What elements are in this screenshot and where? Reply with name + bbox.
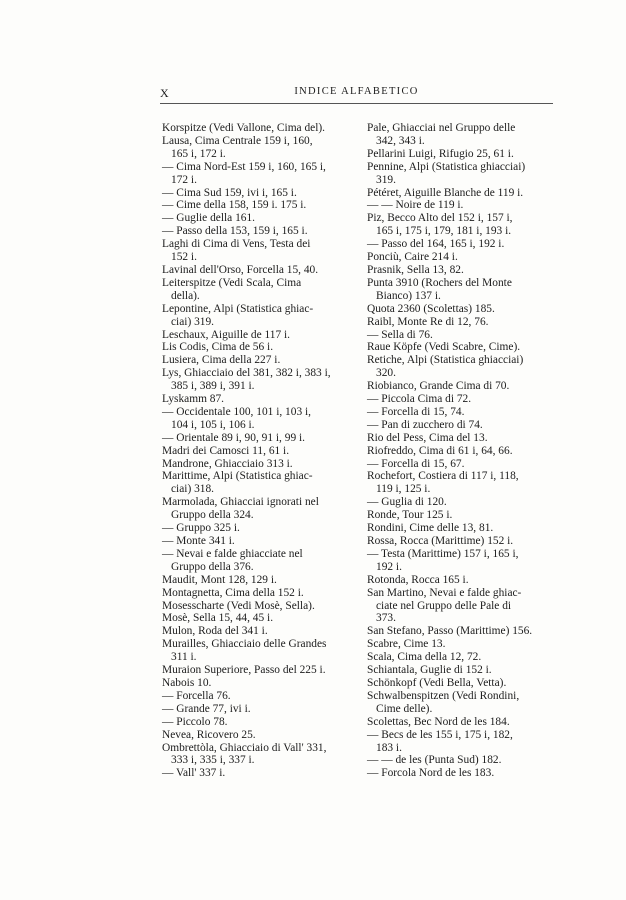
index-entry: Bianco) 137 i. — [376, 289, 441, 302]
page-number: X — [160, 86, 170, 100]
index-entry: 342, 343 i. — [376, 134, 425, 147]
index-entry: — Monte 341 i. — [162, 535, 235, 547]
index-entry: Lavinal dell'Orso, Forcella 15, 40. — [162, 263, 319, 276]
index-entry: Schönkopf (Vedi Bella, Vetta). — [367, 676, 507, 689]
page-header — [160, 86, 553, 102]
index-entry: Gruppo della 324. — [171, 509, 254, 522]
index-entry: Punta 3910 (Rochers del Monte — [367, 276, 512, 289]
index-entry: Leschaux, Aiguille de 117 i. — [162, 328, 291, 341]
index-entry: Riofreddo, Cima di 61 i, 64, 66. — [367, 444, 513, 457]
index-entry: Rochefort, Costiera di 117 i, 118, — [367, 470, 519, 483]
index-entry: — Gruppo 325 i. — [162, 522, 240, 535]
index-entry: San Martino, Nevai e falde ghiac- — [367, 586, 522, 599]
index-entry: — Cima Sud 159, ivi i, 165 i. — [162, 186, 297, 199]
index-entry: — — Noire de 119 i. — [367, 199, 464, 212]
index-entry: — Passo del 164, 165 i, 192 i. — [367, 238, 505, 251]
index-entry: — Cime della 158, 159 i. 175 i. — [162, 199, 307, 212]
index-entry: Lausa, Cima Centrale 159 i, 160, — [162, 134, 313, 147]
index-entry: Raibl, Monte Re di 12, 76. — [367, 315, 489, 328]
index-entry: 165 i, 172 i. — [171, 147, 226, 160]
index-entry: — Forcella di 15, 74. — [367, 405, 465, 418]
index-entry: 192 i. — [376, 560, 402, 573]
index-entry: 333 i, 335 i, 337 i. — [171, 754, 255, 767]
index-entry: Murailles, Ghiacciaio delle Grandes — [162, 638, 327, 651]
index-entry: Muraion Superiore, Passo del 225 i. — [162, 664, 326, 677]
index-entry: Marmolada, Ghiacciai ignorati nel — [162, 496, 319, 509]
index-entry: Raue Köpfe (Vedi Scabre, Cime). — [367, 341, 521, 354]
index-entry: — Passo della 153, 159 i, 165 i. — [162, 225, 308, 238]
index-entry: Piz, Becco Alto del 152 i, 157 i, — [367, 212, 513, 225]
index-entry: Retiche, Alpi (Statistica ghiacciai) — [367, 354, 524, 367]
index-entry: Lyskamm 87. — [162, 393, 225, 406]
index-entry: Mulon, Roda del 341 i. — [162, 625, 268, 638]
index-entry: Mandrone, Ghiacciaio 313 i. — [162, 457, 293, 470]
index-entry: Marittime, Alpi (Statistica ghiac- — [162, 470, 313, 483]
index-entry: 319. — [376, 173, 396, 186]
index-entry: Rotonda, Rocca 165 i. — [367, 573, 469, 586]
index-entry: Rondini, Cime delle 13, 81. — [367, 522, 494, 535]
index-entry: Riobianco, Grande Cima di 70. — [367, 380, 510, 393]
index-entry: 311 i. — [171, 651, 197, 664]
index-entry: ciate nel Gruppo delle Pale di — [376, 599, 512, 612]
index-column-left — [162, 122, 352, 780]
index-entry: Laghi di Cima di Vens, Testa dei — [162, 238, 311, 251]
index-entry: — Forcella 76. — [162, 689, 231, 702]
index-entry: Mosè, Sella 15, 44, 45 i. — [162, 612, 274, 625]
index-entry: Leiterspitze (Vedi Scala, Cima — [162, 276, 302, 289]
index-entry: 104 i, 105 i, 106 i. — [171, 418, 255, 431]
index-entry: — Nevai e falde ghiacciate nel — [162, 547, 303, 560]
index-entry: — Piccolo 78. — [162, 715, 228, 728]
index-entry: Cime delle). — [376, 702, 433, 715]
index-entry: San Stefano, Passo (Marittime) 156. — [367, 625, 533, 638]
index-entry: Prasnik, Sella 13, 82. — [367, 263, 464, 276]
index-entry: — Guglia di 120. — [367, 496, 447, 509]
index-entry: — Testa (Marittime) 157 i, 165 i, — [367, 547, 519, 560]
index-entry: Lis Codis, Cima de 56 i. — [162, 341, 274, 354]
index-entry: Scolettas, Bec Nord de les 184. — [367, 715, 510, 728]
index-entry: Korspitze (Vedi Vallone, Cima del). — [162, 122, 326, 134]
index-entry: Pennine, Alpi (Statistica ghiacciai) — [367, 160, 526, 173]
index-entry: Pellarini Luigi, Rifugio 25, 61 i. — [367, 147, 514, 160]
index-entry: Schwalbenspitzen (Vedi Rondini, — [367, 689, 520, 702]
index-entry: — Grande 77, ivi i. — [162, 702, 251, 715]
index-entry: Schiantala, Guglie di 152 i. — [367, 664, 492, 677]
index-entry: Scala, Cima della 12, 72. — [367, 651, 482, 664]
running-title: INDICE ALFABETICO — [294, 86, 419, 97]
index-entry: Mosesscharte (Vedi Mosè, Sella). — [162, 599, 315, 612]
index-entry: Quota 2360 (Scolettas) 185. — [367, 302, 495, 315]
index-entry: — Forcola Nord de les 183. — [367, 767, 495, 780]
index-entry: — Sella di 76. — [367, 328, 433, 341]
index-entry: 172 i. — [171, 173, 197, 186]
index-entry: — Guglie della 161. — [162, 212, 256, 225]
index-entry: Gruppo della 376. — [171, 560, 254, 573]
index-entry: Lys, Ghiacciaio del 381, 382 i, 383 i, — [162, 367, 331, 380]
index-entry: Ponciù, Caire 214 i. — [367, 251, 458, 264]
index-entry: — Vall' 337 i. — [162, 767, 226, 780]
index-entry: Nevea, Ricovero 25. — [162, 728, 256, 741]
index-entry: — — de les (Punta Sud) 182. — [367, 754, 502, 767]
index-entry: Pétéret, Aiguille Blanche de 119 i. — [367, 186, 524, 199]
index-entry: — Orientale 89 i, 90, 91 i, 99 i. — [162, 431, 305, 444]
index-entry: 373. — [376, 612, 396, 625]
index-entry: Scabre, Cime 13. — [367, 638, 446, 651]
index-entry: Madri dei Camosci 11, 61 i. — [162, 444, 290, 457]
index-entry: — Occidentale 100, 101 i, 103 i, — [162, 405, 311, 418]
index-entry: Lepontine, Alpi (Statistica ghiac- — [162, 302, 314, 315]
index-entry: ciai) 319. — [171, 315, 215, 328]
index-entry: — Becs de les 155 i, 175 i, 182, — [367, 728, 513, 741]
index-entry: — Pan di zucchero di 74. — [367, 418, 483, 431]
index-entry: Ombrettòla, Ghiacciaio di Vall' 331, — [162, 741, 327, 754]
index-entry: della). — [171, 289, 200, 302]
index-entry: Pale, Ghiacciai nel Gruppo delle — [367, 122, 516, 134]
index-entry: Montagnetta, Cima della 152 i. — [162, 586, 304, 599]
index-entry: Maudit, Mont 128, 129 i. — [162, 573, 277, 586]
index-entry: 320. — [376, 367, 396, 380]
index-entry: — Piccola Cima di 72. — [367, 393, 472, 406]
index-entry: 119 i, 125 i. — [376, 483, 431, 496]
index-entry: — Forcella di 15, 67. — [367, 457, 465, 470]
index-entry: 152 i. — [171, 251, 197, 264]
index-entry: 165 i, 175 i, 179, 181 i, 193 i. — [376, 225, 512, 238]
index-entry: — Cima Nord-Est 159 i, 160, 165 i, — [162, 160, 326, 173]
index-column-right — [367, 122, 559, 780]
index-entry: Rossa, Rocca (Marittime) 152 i. — [367, 535, 514, 547]
header-rule — [160, 103, 553, 104]
index-entry: Ronde, Tour 125 i. — [367, 509, 453, 522]
index-entry: Rio del Pess, Cima del 13. — [367, 431, 488, 444]
index-entry: 385 i, 389 i, 391 i. — [171, 380, 255, 393]
index-entry: Nabois 10. — [162, 676, 212, 689]
index-entry: ciai) 318. — [171, 483, 215, 496]
index-entry: 183 i. — [376, 741, 402, 754]
index-entry: Lusiera, Cima della 227 i. — [162, 354, 281, 367]
